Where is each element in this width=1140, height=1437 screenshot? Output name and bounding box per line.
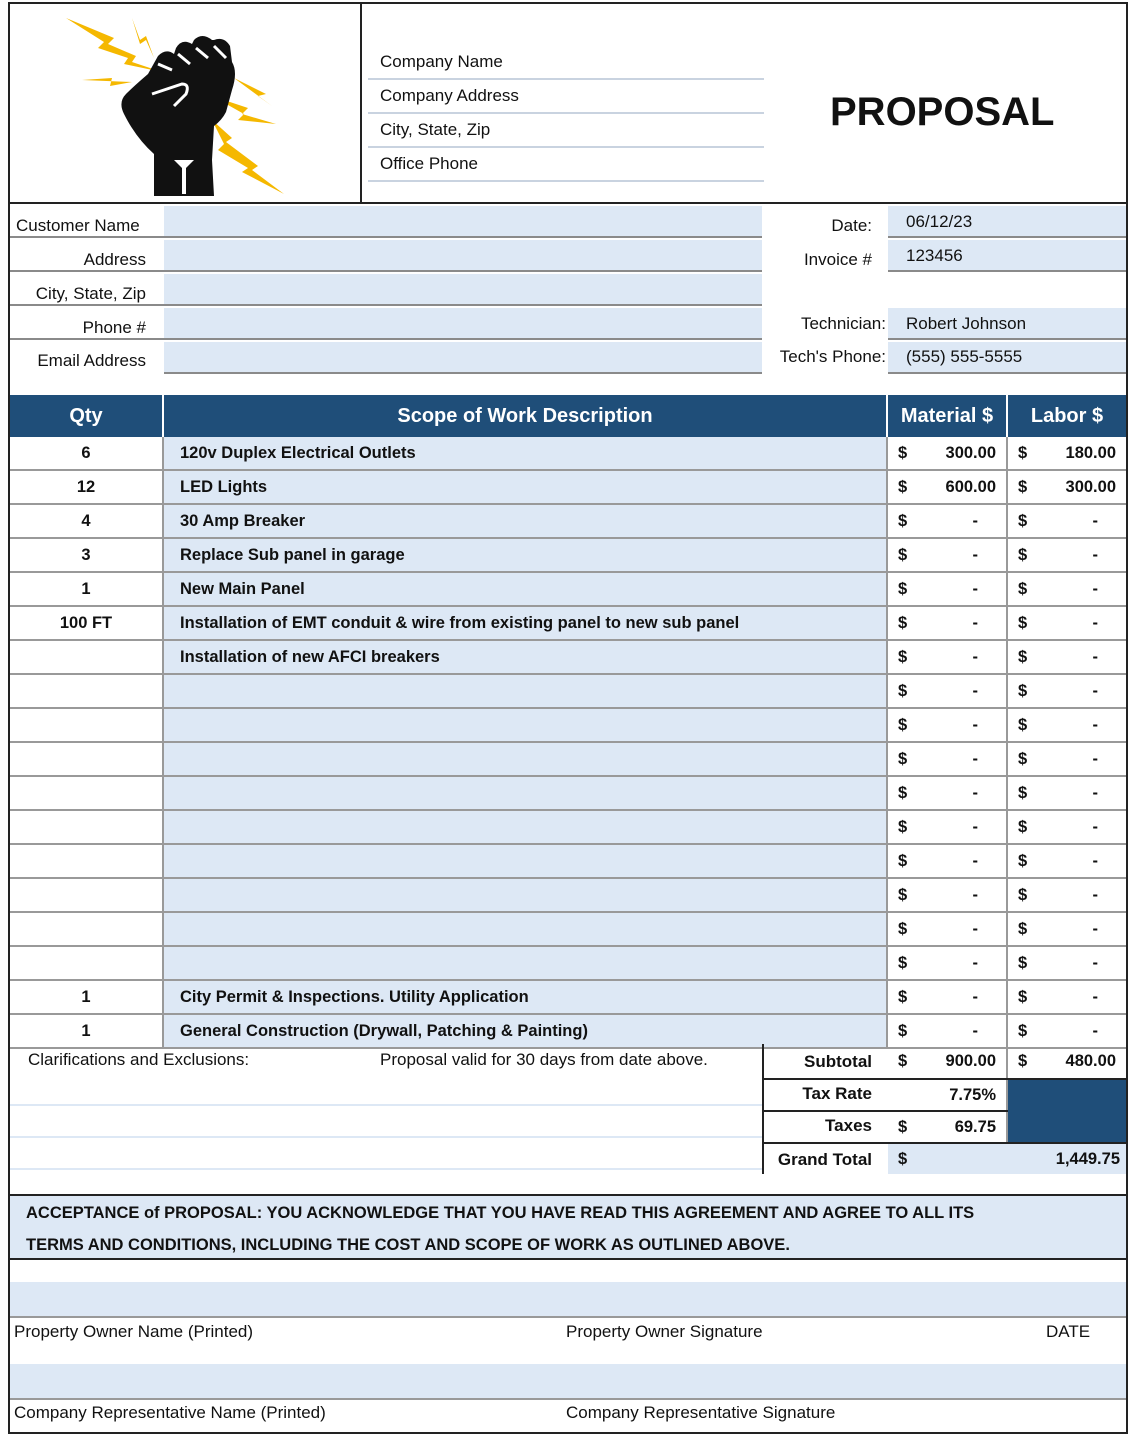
labor-amount: - xyxy=(1092,954,1098,972)
invoice-label: Invoice # xyxy=(803,250,872,269)
labor-header: Labor $ xyxy=(1030,405,1104,427)
date-value: 06/12/23 xyxy=(906,212,973,231)
material-currency: $ xyxy=(898,988,908,1006)
description-cell[interactable] xyxy=(164,879,888,911)
labor-amount: 300.00 xyxy=(1065,478,1116,496)
labor-currency: $ xyxy=(1018,716,1028,734)
grand-total-label: Grand Total xyxy=(777,1150,872,1169)
qty-cell[interactable]: 12 xyxy=(10,471,164,503)
material-cell[interactable] xyxy=(888,879,1008,911)
labor-cell[interactable] xyxy=(1008,607,1126,639)
rep-signature-label: Company Representative Signature xyxy=(566,1403,836,1422)
material-currency: $ xyxy=(898,954,908,972)
table-row xyxy=(10,777,1126,811)
qty-cell[interactable]: 1 xyxy=(10,981,164,1013)
acceptance-line-2: TERMS AND CONDITIONS, INCLUDING THE COST AND SCOPE OF WORK AS OUTLINED ABOVE. xyxy=(26,1236,790,1254)
table-row xyxy=(10,743,1126,777)
description-cell[interactable] xyxy=(164,913,888,945)
description-header: Scope of Work Description xyxy=(164,395,888,437)
qty-cell[interactable] xyxy=(10,879,164,911)
labor-cell[interactable] xyxy=(1008,505,1126,537)
material-amount: - xyxy=(972,750,978,768)
description-cell[interactable] xyxy=(164,777,888,809)
material-currency: $ xyxy=(898,648,908,666)
labor-amount: - xyxy=(1092,920,1098,938)
qty-cell[interactable] xyxy=(10,709,164,741)
labor-currency: $ xyxy=(1018,954,1028,972)
description-cell[interactable]: Installation of EMT conduit & wire from existing panel to new sub panel xyxy=(164,607,888,639)
material-currency: $ xyxy=(898,614,908,632)
labor-cell[interactable] xyxy=(1008,1015,1126,1047)
material-cell[interactable] xyxy=(888,607,1008,639)
description-cell[interactable]: New Main Panel xyxy=(164,573,888,605)
material-amount: - xyxy=(972,784,978,802)
taxes-value: 69.75 xyxy=(954,1118,996,1136)
description-cell[interactable]: City Permit & Inspections. Utility Application xyxy=(164,981,888,1013)
material-amount: - xyxy=(972,512,978,530)
material-currency: $ xyxy=(898,682,908,700)
material-currency: $ xyxy=(898,852,908,870)
description-cell[interactable]: 120v Duplex Electrical Outlets xyxy=(164,437,888,469)
material-currency: $ xyxy=(898,580,908,598)
labor-amount: - xyxy=(1092,546,1098,564)
material-currency: $ xyxy=(898,784,908,802)
description-cell[interactable] xyxy=(164,811,888,843)
technician-value: Robert Johnson xyxy=(906,314,1027,333)
material-currency: $ xyxy=(898,886,908,904)
qty-cell[interactable]: 6 xyxy=(10,437,164,469)
labor-currency: $ xyxy=(1018,614,1028,632)
material-cell[interactable] xyxy=(888,539,1008,571)
description-cell[interactable] xyxy=(164,675,888,707)
tax-rate-value: 7.75% xyxy=(949,1086,996,1104)
qty-cell[interactable] xyxy=(10,947,164,979)
table-row xyxy=(10,845,1126,879)
material-currency: $ xyxy=(898,1022,908,1040)
table-row xyxy=(10,539,1126,573)
material-currency: $ xyxy=(898,546,908,564)
description-cell[interactable]: 30 Amp Breaker xyxy=(164,505,888,537)
date-label: Date: xyxy=(831,216,872,235)
material-cell[interactable] xyxy=(888,1015,1008,1047)
table-row xyxy=(10,981,1126,1015)
material-amount: - xyxy=(972,614,978,632)
material-amount: 600.00 xyxy=(945,478,996,496)
table-row xyxy=(10,641,1126,675)
email-label: Email Address xyxy=(37,351,146,370)
logo-cell xyxy=(10,4,362,202)
labor-cell[interactable] xyxy=(1008,947,1126,979)
qty-cell[interactable]: 1 xyxy=(10,573,164,605)
taxes-label: Taxes xyxy=(825,1116,872,1135)
tax-rate-label: Tax Rate xyxy=(802,1084,872,1103)
address-field[interactable] xyxy=(164,240,762,270)
material-amount: - xyxy=(972,580,978,598)
material-currency: $ xyxy=(898,818,908,836)
owner-name-label: Property Owner Name (Printed) xyxy=(14,1322,254,1341)
material-currency: $ xyxy=(898,920,908,938)
clarifications-label: Clarifications and Exclusions: xyxy=(28,1050,250,1069)
material-cell[interactable] xyxy=(888,709,1008,741)
labor-currency: $ xyxy=(1018,478,1028,496)
table-row xyxy=(10,573,1126,607)
description-cell[interactable] xyxy=(164,709,888,741)
technician-label: Technician: xyxy=(800,314,886,333)
invoice-value: 123456 xyxy=(906,246,963,265)
subtotal-label: Subtotal xyxy=(804,1052,872,1071)
qty-cell[interactable] xyxy=(10,845,164,877)
labor-currency: $ xyxy=(1018,546,1028,564)
table-row xyxy=(10,879,1126,913)
material-amount: - xyxy=(972,682,978,700)
labor-tax-block xyxy=(1008,1080,1126,1142)
material-cell[interactable] xyxy=(888,913,1008,945)
description-cell[interactable]: General Construction (Drywall, Patching & Painting) xyxy=(164,1015,888,1047)
clarifications-line-3[interactable] xyxy=(10,1144,762,1170)
grand-total-value: 1,449.75 xyxy=(1055,1150,1120,1168)
labor-amount: - xyxy=(1092,648,1098,666)
table-row xyxy=(10,913,1126,947)
tech-phone-value: (555) 555-5555 xyxy=(906,347,1023,366)
tech-phone-label: Tech's Phone: xyxy=(779,347,886,366)
labor-amount: - xyxy=(1092,580,1098,598)
qty-cell[interactable] xyxy=(10,641,164,673)
material-cell[interactable] xyxy=(888,743,1008,775)
labor-cell[interactable] xyxy=(1008,743,1126,775)
labor-amount: - xyxy=(1092,818,1098,836)
labor-cell[interactable] xyxy=(1008,641,1126,673)
labor-cell[interactable] xyxy=(1008,471,1126,503)
labor-amount: - xyxy=(1092,512,1098,530)
labor-cell[interactable] xyxy=(1008,811,1126,843)
labor-cell[interactable] xyxy=(1008,709,1126,741)
labor-currency: $ xyxy=(1018,750,1028,768)
description-cell[interactable] xyxy=(164,947,888,979)
labor-cell[interactable] xyxy=(1008,539,1126,571)
table-row xyxy=(10,437,1126,471)
table-row xyxy=(10,947,1126,981)
material-cell[interactable] xyxy=(888,777,1008,809)
labor-currency: $ xyxy=(1018,1022,1028,1040)
totals-section xyxy=(10,1044,1126,1174)
material-cell[interactable] xyxy=(888,981,1008,1013)
date-signature-label: DATE xyxy=(1046,1322,1091,1341)
labor-cell[interactable] xyxy=(1008,675,1126,707)
acceptance-box xyxy=(10,1196,1126,1260)
table-row xyxy=(10,505,1126,539)
company-info xyxy=(364,4,764,202)
material-amount: - xyxy=(972,988,978,1006)
raised-fist-lightning-icon xyxy=(62,10,292,200)
labor-currency: $ xyxy=(1018,444,1028,462)
labor-currency: $ xyxy=(1018,512,1028,530)
material-cell[interactable] xyxy=(888,505,1008,537)
qty-cell[interactable]: 100 FT xyxy=(10,607,164,639)
qty-cell[interactable]: 3 xyxy=(10,539,164,571)
labor-currency: $ xyxy=(1018,886,1028,904)
company-city: City, State, Zip xyxy=(380,120,491,139)
material-cell[interactable] xyxy=(888,471,1008,503)
material-amount: - xyxy=(972,818,978,836)
material-cell[interactable] xyxy=(888,675,1008,707)
material-currency: $ xyxy=(898,444,908,462)
labor-cell[interactable] xyxy=(1008,573,1126,605)
labor-amount: - xyxy=(1092,1022,1098,1040)
labor-amount: - xyxy=(1092,988,1098,1006)
phone-field[interactable] xyxy=(164,308,762,338)
material-currency: $ xyxy=(898,750,908,768)
subtotal-labor-value: 480.00 xyxy=(1065,1052,1116,1070)
labor-currency: $ xyxy=(1018,580,1028,598)
items-table-header xyxy=(10,395,1126,437)
customer-section xyxy=(10,204,1126,374)
labor-amount: 180.00 xyxy=(1065,444,1116,462)
labor-cell[interactable] xyxy=(1008,981,1126,1013)
qty-cell[interactable] xyxy=(10,777,164,809)
labor-cell[interactable] xyxy=(1008,845,1126,877)
taxes-currency: $ xyxy=(898,1118,908,1136)
material-cell[interactable] xyxy=(888,947,1008,979)
labor-currency: $ xyxy=(1018,920,1028,938)
material-currency: $ xyxy=(898,478,908,496)
customer-name-label: Customer Name xyxy=(16,216,140,235)
material-amount: - xyxy=(972,886,978,904)
material-header: Material $ xyxy=(888,395,1008,437)
subtotal-material-currency: $ xyxy=(898,1052,908,1070)
description-cell[interactable] xyxy=(164,845,888,877)
material-cell[interactable] xyxy=(888,641,1008,673)
owner-signature-line[interactable] xyxy=(10,1282,1126,1318)
labor-amount: - xyxy=(1092,784,1098,802)
rep-name-label: Company Representative Name (Printed) xyxy=(14,1403,326,1422)
email-field[interactable] xyxy=(164,342,762,372)
material-amount: - xyxy=(972,546,978,564)
table-row xyxy=(10,811,1126,845)
qty-cell[interactable] xyxy=(10,811,164,843)
page-title: PROPOSAL xyxy=(830,90,1055,134)
labor-amount: - xyxy=(1092,614,1098,632)
city-field[interactable] xyxy=(164,274,762,304)
qty-cell[interactable]: 1 xyxy=(10,1015,164,1047)
qty-cell[interactable] xyxy=(10,675,164,707)
material-cell[interactable] xyxy=(888,845,1008,877)
validity-note: Proposal valid for 30 days from date above. xyxy=(380,1050,708,1069)
table-row xyxy=(10,675,1126,709)
table-row xyxy=(10,709,1126,743)
phone-label: Phone # xyxy=(82,318,146,337)
proposal-sheet xyxy=(8,2,1128,1434)
city-label: City, State, Zip xyxy=(35,284,146,303)
material-currency: $ xyxy=(898,716,908,734)
labor-currency: $ xyxy=(1018,852,1028,870)
material-amount: - xyxy=(972,648,978,666)
company-address: Company Address xyxy=(380,86,519,105)
owner-signature-label: Property Owner Signature xyxy=(566,1322,763,1341)
material-cell[interactable] xyxy=(888,437,1008,469)
description-cell[interactable]: Installation of new AFCI breakers xyxy=(164,641,888,673)
clarifications-line-1[interactable] xyxy=(10,1080,762,1106)
qty-cell[interactable] xyxy=(10,743,164,775)
material-amount: 300.00 xyxy=(945,444,996,462)
labor-cell[interactable] xyxy=(1008,913,1126,945)
material-amount: - xyxy=(972,852,978,870)
table-row xyxy=(10,607,1126,641)
labor-cell[interactable] xyxy=(1008,879,1126,911)
labor-amount: - xyxy=(1092,750,1098,768)
customer-name-field[interactable] xyxy=(164,206,762,236)
material-cell[interactable] xyxy=(888,573,1008,605)
clarifications-line-2[interactable] xyxy=(10,1112,762,1138)
subtotal-material-value: 900.00 xyxy=(945,1052,996,1070)
rep-signature-line[interactable] xyxy=(10,1364,1126,1400)
labor-amount: - xyxy=(1092,682,1098,700)
labor-currency: $ xyxy=(1018,784,1028,802)
office-phone: Office Phone xyxy=(380,154,478,173)
subtotal-labor-currency: $ xyxy=(1018,1052,1028,1070)
labor-cell[interactable] xyxy=(1008,777,1126,809)
labor-cell[interactable] xyxy=(1008,437,1126,469)
material-currency: $ xyxy=(898,512,908,530)
description-cell[interactable]: LED Lights xyxy=(164,471,888,503)
items-table-body xyxy=(10,437,1126,1049)
address-label: Address xyxy=(83,250,146,269)
description-cell[interactable]: Replace Sub panel in garage xyxy=(164,539,888,571)
material-amount: - xyxy=(972,1022,978,1040)
qty-cell[interactable]: 4 xyxy=(10,505,164,537)
qty-header: Qty xyxy=(10,395,164,437)
table-row xyxy=(10,471,1126,505)
labor-amount: - xyxy=(1092,852,1098,870)
material-amount: - xyxy=(972,954,978,972)
acceptance-line-1: ACCEPTANCE of PROPOSAL: YOU ACKNOWLEDGE THAT YOU HAVE READ THIS AGREEMENT AND AGREE TO ALL ITS xyxy=(26,1204,975,1222)
material-cell[interactable] xyxy=(888,811,1008,843)
labor-currency: $ xyxy=(1018,988,1028,1006)
company-name: Company Name xyxy=(380,52,503,71)
labor-currency: $ xyxy=(1018,818,1028,836)
labor-amount: - xyxy=(1092,886,1098,904)
material-amount: - xyxy=(972,716,978,734)
labor-amount: - xyxy=(1092,716,1098,734)
grand-total-currency: $ xyxy=(898,1150,908,1168)
description-cell[interactable] xyxy=(164,743,888,775)
labor-currency: $ xyxy=(1018,648,1028,666)
material-amount: - xyxy=(972,920,978,938)
qty-cell[interactable] xyxy=(10,913,164,945)
labor-currency: $ xyxy=(1018,682,1028,700)
